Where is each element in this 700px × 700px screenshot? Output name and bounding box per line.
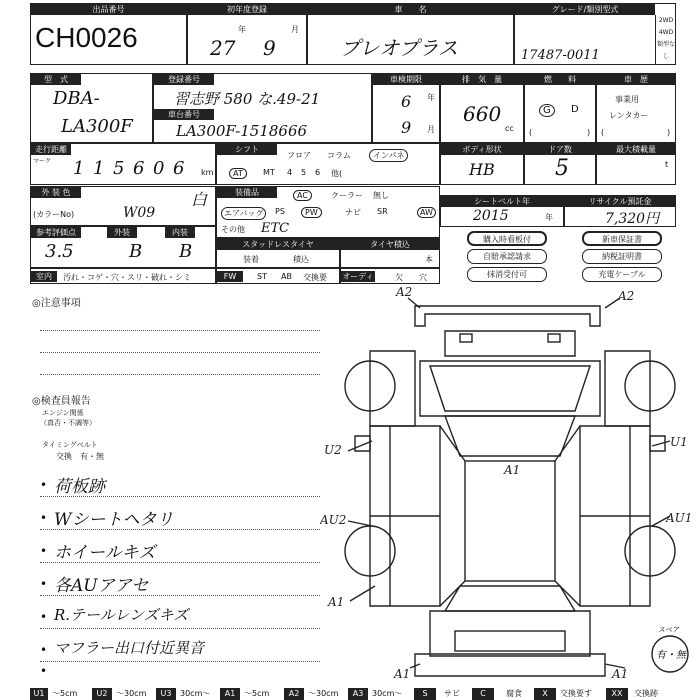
equip-ac: AC [293, 190, 312, 201]
tire-label: タイヤ積込 [341, 239, 439, 250]
fuel-paren-close: ) [587, 128, 591, 137]
legend-code: X [534, 688, 556, 700]
model-box [30, 73, 153, 143]
seatbelt-label: シートベルト年 [441, 196, 563, 207]
drive-2wd: 2WD [658, 17, 674, 24]
body-type-box [440, 143, 524, 185]
mileage-mark-label: マーク [33, 158, 52, 165]
equip-none: 無し [373, 191, 389, 200]
car-name-label: 車 名 [308, 4, 513, 15]
grade-value: 17487-0011 [521, 48, 600, 63]
recycle-value: 7,320円 [605, 211, 660, 227]
diagram-mark: A1 [612, 667, 629, 681]
legend-code: S [414, 688, 436, 700]
legend-desc: ～5cm [52, 689, 78, 698]
legend-code: U3 [156, 688, 176, 700]
inspection-year: 6 [401, 92, 412, 111]
doors-value: 5 [555, 156, 569, 181]
studless-box [216, 238, 340, 268]
spare-label: スペア [658, 626, 679, 634]
shift-floor: フロア [287, 151, 311, 160]
legend-desc: 交換要す [560, 689, 592, 698]
body-type-value: HB [469, 160, 495, 179]
legend-desc: ～30cm [308, 689, 339, 698]
legend-desc: ～5cm [244, 689, 270, 698]
seatbelt-unit: 年 [545, 213, 553, 222]
report-heading: ◎検査員報告 [32, 396, 91, 407]
remark-item: • 各AUアアセ [40, 567, 320, 596]
engine-sub: （真否・不調等） [40, 419, 96, 427]
mileage-digit: 6 [133, 158, 145, 179]
studless-label: スタッドレスタイヤ [217, 239, 339, 250]
drive-none: 類型なし [656, 41, 675, 60]
displacement-value: 660 [463, 102, 502, 126]
registration-box [153, 73, 372, 143]
drive-4wd: 4WD [658, 29, 674, 36]
studless-loaded: 積込 [293, 255, 309, 264]
grade-score: 3.5 [45, 241, 74, 262]
capacity-unit: t [665, 160, 669, 169]
grade-label: グレード/類別型式 [515, 4, 655, 15]
model-line1: DBA- [53, 88, 100, 109]
engine-label: エンジン関係 [42, 409, 84, 417]
legend-code: XX [606, 688, 628, 700]
recycle-box [564, 195, 676, 227]
fuel-box [524, 73, 596, 143]
color-code: W09 [123, 205, 156, 221]
doc-insurance: 自賠承認請求 [467, 249, 547, 264]
doors-label: ドア数 [525, 144, 595, 155]
history-paren-open: ( [601, 128, 605, 137]
equip-pw: PW [301, 207, 322, 218]
interior-conditions: 汚れ・コゲ・穴・スリ・破れ・シミ [63, 273, 191, 282]
capacity-box [596, 143, 676, 185]
equip-other-value: ETC [261, 221, 290, 236]
audio-label: オーディオ [342, 272, 374, 292]
model-line2: LA300F [61, 116, 133, 137]
notes-heading: ◎注意事項 [32, 298, 81, 309]
mileage-label: 走行距離 [31, 144, 71, 155]
car-name-value: プレオプラス [340, 36, 458, 60]
fw-st: ST [257, 272, 267, 281]
remark-item: • [40, 664, 48, 678]
mileage-unit: km [201, 168, 214, 177]
doors-box [524, 143, 596, 185]
inspection-box [372, 73, 440, 143]
inspection-label: 車検期限 [373, 74, 439, 85]
first-registration-label: 初年度登録 [188, 4, 306, 15]
color-value: 白 [191, 190, 208, 209]
legend-code: C [472, 688, 494, 700]
first-registration-box [187, 3, 307, 65]
diagram-mark: AU2 [320, 513, 347, 527]
legend-desc: 30cm～ [180, 689, 211, 698]
outer-grade: B [129, 241, 143, 262]
inspection-month: 9 [401, 118, 412, 137]
inner-grade-label: 内装 [165, 227, 195, 238]
inspection-month-unit: 月 [427, 125, 435, 134]
chassis-label: 車台番号 [154, 109, 214, 120]
equip-cooler: クーラー [331, 191, 363, 200]
color-code-label: (カラーNo) [33, 210, 75, 219]
diagram-mark: A1 [504, 463, 521, 477]
registration-value: 習志野 580 な.49-21 [174, 90, 321, 108]
first-reg-month-unit: 月 [291, 25, 299, 34]
history-label: 車 歴 [597, 74, 675, 85]
legend-desc: 交換跡 [634, 689, 658, 698]
equip-airbag: エアバッグ [221, 207, 266, 220]
fuel-diesel: D [571, 104, 579, 115]
equip-other-label: その他 [221, 225, 245, 234]
studless-mounted: 装着 [243, 255, 259, 264]
history-box [596, 73, 676, 143]
recycle-label: リサイクル預託金 [565, 196, 675, 207]
audio-missing: 欠 [395, 273, 403, 282]
fw-replace: 交換要 [303, 273, 327, 282]
legend-desc: ～30cm [116, 689, 147, 698]
seatbelt-box [440, 195, 564, 227]
registration-label: 登録番号 [154, 74, 214, 85]
lot-number-box [30, 3, 187, 65]
mileage-digit: 6 [173, 158, 185, 179]
mileage-box [30, 143, 216, 185]
legend-code: U1 [30, 688, 48, 700]
note-line [40, 330, 320, 331]
damage-legend [30, 688, 676, 700]
diagram-mark: AU1 [666, 511, 693, 525]
timing-label: タイミングベルト [42, 441, 98, 449]
car-name-box [307, 3, 514, 65]
equip-ps: PS [275, 207, 285, 216]
note-line [40, 352, 320, 353]
color-box [30, 186, 216, 226]
shift-column: コラム [327, 151, 351, 160]
remark-item: • Wシートヘタリ [40, 501, 320, 530]
grades-label: 参考評価点 [31, 227, 81, 238]
diagram-mark: A1 [328, 595, 345, 609]
legend-desc: 腐食 [506, 689, 522, 698]
shift-other: 他( [331, 169, 343, 178]
equip-sr: SR [377, 207, 388, 216]
model-label: 型 式 [31, 74, 81, 85]
inner-grade: B [179, 241, 193, 262]
fw-box [216, 268, 340, 284]
inspection-year-unit: 年 [427, 93, 435, 102]
legend-code: U2 [92, 688, 112, 700]
audio-hole: 穴 [419, 273, 427, 282]
legend-desc: 30cm～ [372, 689, 403, 698]
legend-desc: サビ [444, 689, 460, 698]
diagram-mark: A1 [394, 667, 411, 681]
mileage-digit: 1 [73, 158, 85, 179]
mileage-digit: 0 [153, 158, 165, 179]
color-label: 外 装 色 [31, 187, 81, 198]
diagram-mark: A2 [618, 289, 635, 303]
fuel-paren-open: ( [529, 128, 533, 137]
equip-aw: AW [417, 207, 436, 218]
grades-box [30, 226, 216, 268]
doc-tax: 納税証明書 [582, 249, 662, 264]
remark-item: • 荷板跡 [40, 468, 320, 497]
shift-4: 4 [287, 168, 293, 177]
history-business: 事業用 [615, 95, 639, 104]
doc-purchase-sign: 購入時看板付 [467, 231, 547, 246]
car-damage-diagram [320, 286, 700, 686]
shift-at: AT [229, 168, 247, 179]
seatbelt-value: 2015 [473, 208, 509, 224]
shift-label: シフト [217, 144, 277, 155]
spare-value: 有・無 [656, 650, 686, 661]
first-reg-year-unit: 年 [238, 25, 246, 34]
remark-item: • マフラー出口付近異音 [40, 633, 320, 662]
history-paren-close: ) [667, 128, 671, 137]
fw-label: FW [217, 271, 243, 282]
outer-grade-label: 外装 [107, 227, 137, 238]
shift-5: 5 [301, 168, 307, 177]
lot-number-label: 出品番号 [31, 4, 186, 15]
equip-navi: ナビ [345, 208, 361, 217]
shift-6: 6 [315, 168, 321, 177]
legend-code: A3 [348, 688, 368, 700]
interior-box [30, 268, 216, 284]
diagram-mark: U2 [324, 443, 342, 457]
doc-warranty: 新車保証書 [582, 231, 662, 246]
legend-code: A2 [284, 688, 304, 700]
lot-number-value: CH0026 [35, 22, 138, 53]
fuel-label: 燃 料 [525, 74, 595, 85]
mileage-digit: 5 [113, 158, 125, 179]
body-type-label: ボディ形状 [441, 144, 523, 155]
remark-item: • ホイールキズ [40, 534, 320, 563]
note-line [40, 374, 320, 375]
displacement-unit: cc [505, 124, 514, 133]
first-reg-year: 27 [210, 36, 236, 60]
capacity-label: 最大積載量 [597, 144, 675, 155]
tire-unit: 本 [425, 255, 433, 264]
interior-label: 室内 [31, 271, 57, 282]
chassis-value: LA300F-1518666 [176, 122, 308, 140]
fuel-gasoline: G [539, 104, 555, 117]
equipment-label: 装備品 [217, 187, 277, 198]
doc-charging-cable: 充電ケーブル [582, 267, 662, 282]
diagram-mark: A2 [396, 286, 413, 299]
first-reg-month: 9 [263, 36, 276, 60]
audio-box [340, 268, 440, 292]
shift-inpane: インパネ [369, 149, 408, 162]
shift-mt: MT [263, 168, 275, 177]
equipment-box [216, 186, 440, 238]
history-rental: レンタカー [609, 111, 649, 120]
grade-box [514, 3, 676, 65]
diagram-mark: U1 [670, 435, 688, 449]
mileage-digit: 1 [93, 158, 105, 179]
displacement-box [440, 73, 524, 143]
timing-sub: 交換 有・無 [56, 452, 104, 461]
fw-ab: AB [281, 272, 292, 281]
shift-box [216, 143, 440, 185]
displacement-label: 排 気 量 [441, 74, 523, 85]
remark-item: • R.テールレンズキズ [40, 600, 320, 629]
legend-code: A1 [220, 688, 240, 700]
tire-box [340, 238, 440, 268]
doc-cancel: 抹消受付可 [467, 267, 547, 282]
